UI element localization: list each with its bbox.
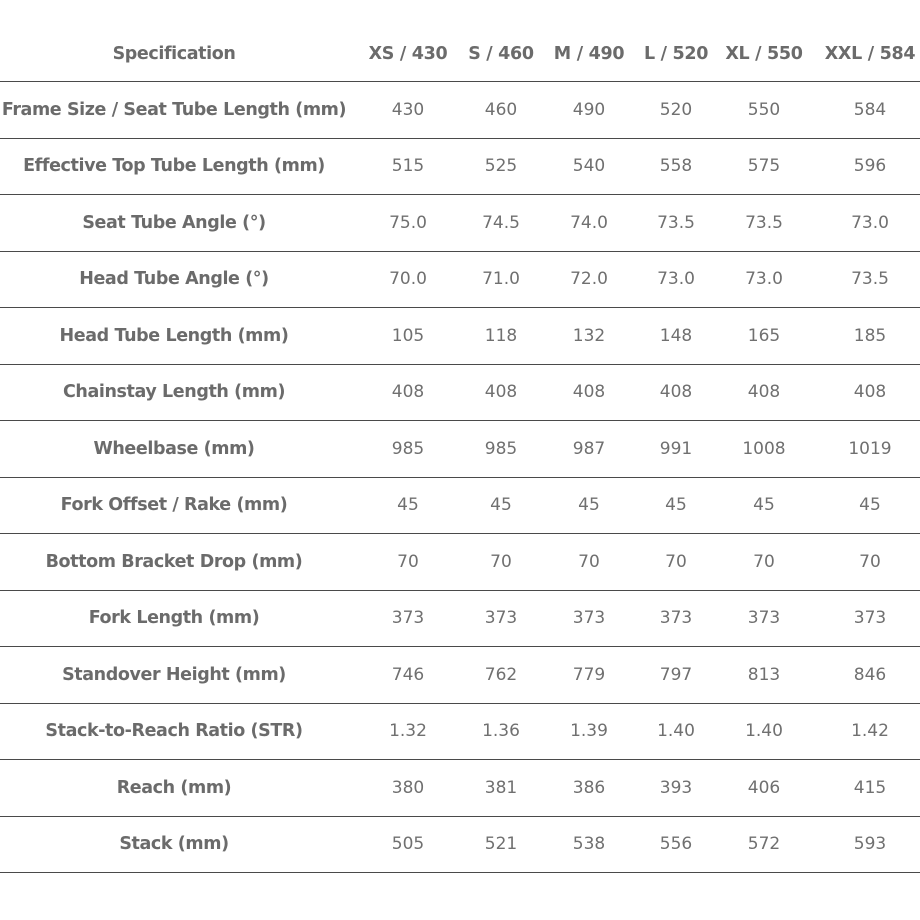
row-value: 556 <box>659 834 693 855</box>
row-value: 45 <box>578 495 600 516</box>
header-size-xs: XS / 430 <box>368 43 448 64</box>
row-value: 797 <box>659 664 693 685</box>
row-value: 373 <box>572 608 606 629</box>
header-size-xl: XL / 550 <box>725 43 803 64</box>
row-value: 73.0 <box>851 212 889 233</box>
row-value: 406 <box>747 777 781 798</box>
row-value: 45 <box>753 495 775 516</box>
row-value: 70 <box>397 551 419 572</box>
row-value: 575 <box>747 156 781 177</box>
row-value: 380 <box>391 777 425 798</box>
row-value: 779 <box>572 664 606 685</box>
header-size-s: S / 460 <box>468 43 534 64</box>
row-value: 1.40 <box>657 721 695 742</box>
row-value: 593 <box>853 834 887 855</box>
header-specification: Specification <box>112 43 236 64</box>
row-value: 1.40 <box>745 721 783 742</box>
row-value: 991 <box>659 438 693 459</box>
row-value: 393 <box>659 777 693 798</box>
row-value: 72.0 <box>570 269 608 290</box>
row-value: 73.5 <box>851 269 889 290</box>
row-value: 1019 <box>848 438 892 459</box>
row-label: Stack (mm) <box>119 834 229 855</box>
row-value: 558 <box>659 156 693 177</box>
row-value: 408 <box>659 382 693 403</box>
row-label: Head Tube Length (mm) <box>59 325 289 346</box>
row-value: 74.0 <box>570 212 608 233</box>
table-row <box>0 704 920 761</box>
row-value: 813 <box>747 664 781 685</box>
row-value: 596 <box>853 156 887 177</box>
row-value: 525 <box>484 156 518 177</box>
row-value: 70 <box>753 551 775 572</box>
row-value: 105 <box>391 325 425 346</box>
row-value: 1.32 <box>389 721 427 742</box>
row-value: 746 <box>391 664 425 685</box>
table-row <box>0 195 920 252</box>
row-value: 430 <box>391 99 425 120</box>
header-size-l: L / 520 <box>644 43 709 64</box>
row-value: 408 <box>484 382 518 403</box>
table-row <box>0 421 920 478</box>
row-value: 408 <box>747 382 781 403</box>
table-row <box>0 139 920 196</box>
geometry-table <box>0 26 920 873</box>
table-row <box>0 591 920 648</box>
header-size-xxl: XXL / 584 <box>824 43 916 64</box>
row-value: 373 <box>659 608 693 629</box>
row-label: Reach (mm) <box>116 777 232 798</box>
row-value: 75.0 <box>389 212 427 233</box>
row-value: 538 <box>572 834 606 855</box>
row-value: 1008 <box>742 438 786 459</box>
row-label: Head Tube Angle (°) <box>79 269 269 290</box>
row-value: 521 <box>484 834 518 855</box>
row-value: 71.0 <box>482 269 520 290</box>
row-value: 1.36 <box>482 721 520 742</box>
row-value: 45 <box>859 495 881 516</box>
row-label: Chainstay Length (mm) <box>62 382 286 403</box>
row-label: Bottom Bracket Drop (mm) <box>45 551 303 572</box>
row-value: 987 <box>572 438 606 459</box>
row-value: 408 <box>572 382 606 403</box>
row-value: 572 <box>747 834 781 855</box>
row-value: 550 <box>747 99 781 120</box>
row-value: 373 <box>484 608 518 629</box>
row-value: 74.5 <box>482 212 520 233</box>
row-value: 540 <box>572 156 606 177</box>
row-value: 73.5 <box>745 212 783 233</box>
table-row <box>0 82 920 139</box>
row-label: Fork Length (mm) <box>88 608 260 629</box>
row-value: 373 <box>391 608 425 629</box>
row-value: 70 <box>859 551 881 572</box>
table-header-row <box>0 26 920 82</box>
row-value: 490 <box>572 99 606 120</box>
row-value: 70 <box>490 551 512 572</box>
row-value: 373 <box>747 608 781 629</box>
table-row <box>0 647 920 704</box>
row-value: 415 <box>853 777 887 798</box>
table-row <box>0 760 920 817</box>
row-value: 386 <box>572 777 606 798</box>
row-value: 460 <box>484 99 518 120</box>
row-value: 73.0 <box>657 269 695 290</box>
row-value: 1.39 <box>570 721 608 742</box>
table-row <box>0 534 920 591</box>
row-value: 408 <box>391 382 425 403</box>
row-value: 762 <box>484 664 518 685</box>
row-value: 70 <box>578 551 600 572</box>
row-value: 185 <box>853 325 887 346</box>
row-label: Stack-to-Reach Ratio (STR) <box>45 721 303 742</box>
table-row <box>0 817 920 874</box>
row-label: Effective Top Tube Length (mm) <box>23 156 325 177</box>
row-value: 148 <box>659 325 693 346</box>
row-label: Standover Height (mm) <box>62 664 286 685</box>
row-value: 985 <box>391 438 425 459</box>
table-row <box>0 365 920 422</box>
row-value: 132 <box>572 325 606 346</box>
row-value: 584 <box>853 99 887 120</box>
row-value: 373 <box>853 608 887 629</box>
row-value: 985 <box>484 438 518 459</box>
row-value: 70 <box>665 551 687 572</box>
table-body <box>0 82 920 873</box>
row-label: Fork Offset / Rake (mm) <box>60 495 288 516</box>
row-value: 505 <box>391 834 425 855</box>
row-value: 73.0 <box>745 269 783 290</box>
row-label: Wheelbase (mm) <box>93 438 255 459</box>
row-value: 408 <box>853 382 887 403</box>
row-value: 45 <box>665 495 687 516</box>
table-row <box>0 252 920 309</box>
row-value: 45 <box>397 495 419 516</box>
row-value: 381 <box>484 777 518 798</box>
row-value: 520 <box>659 99 693 120</box>
table-row <box>0 308 920 365</box>
row-value: 118 <box>484 325 518 346</box>
table-row <box>0 478 920 535</box>
row-label: Seat Tube Angle (°) <box>82 212 266 233</box>
row-value: 45 <box>490 495 512 516</box>
header-size-m: M / 490 <box>553 43 625 64</box>
row-value: 515 <box>391 156 425 177</box>
row-value: 73.5 <box>657 212 695 233</box>
row-value: 70.0 <box>389 269 427 290</box>
row-value: 165 <box>747 325 781 346</box>
row-label: Frame Size / Seat Tube Length (mm) <box>1 99 347 120</box>
row-value: 1.42 <box>851 721 889 742</box>
row-value: 846 <box>853 664 887 685</box>
